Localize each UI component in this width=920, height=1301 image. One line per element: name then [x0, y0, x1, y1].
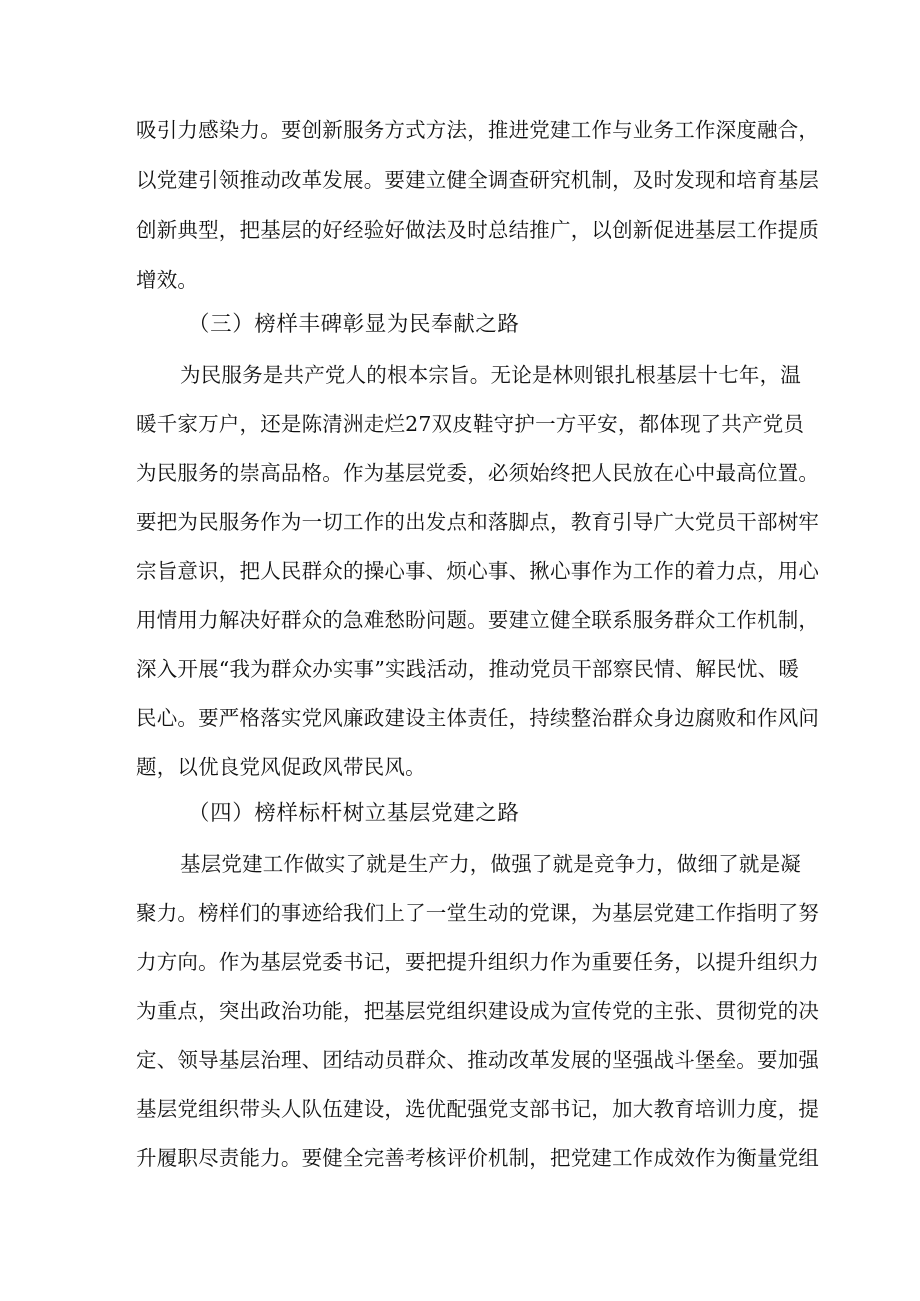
- text-line: 定、领导基层治理、团结动员群众、推动改革发展的坚强战斗堡垒。要加强: [136, 1048, 820, 1072]
- text-line: 题，以优良党风促政风带民风。: [136, 755, 426, 779]
- section-heading-3: （三）榜样丰碑彰显为民奉献之路: [188, 312, 520, 337]
- text-line: 吸引力感染力。要创新服务方式方法，推进党建工作与业务工作深度融合，: [136, 118, 820, 142]
- text-line: 以党建引领推动改革发展。要建立健全调查研究机制，及时发现和培育基层: [136, 168, 820, 192]
- text-line: 为民服务是共产党人的根本宗旨。无论是林则银扎根基层十七年，温: [180, 363, 801, 387]
- text-line: 增效。: [136, 268, 199, 292]
- text-line: 为民服务的崇高品格。作为基层党委，必须始终把人民放在心中最高位置。: [136, 461, 820, 485]
- text-line: 力方向。作为基层党委书记，要把提升组织力作为重要任务，以提升组织力: [136, 950, 820, 974]
- text-line: 聚力。榜样们的事迹给我们上了一堂生动的党课，为基层党建工作指明了努: [136, 901, 820, 925]
- text-line: 暖千家万户，还是陈清洲走烂27双皮鞋守护一方平安，都体现了共产党员: [136, 412, 805, 436]
- text-line: 要把为民服务作为一切工作的出发点和落脚点，教育引导广大党员干部树牢: [136, 510, 820, 534]
- text-line: 创新典型，把基层的好经验好做法及时总结推广，以创新促进基层工作提质: [136, 218, 820, 242]
- text-line: 升履职尽责能力。要健全完善考核评价机制，把党建工作成效作为衡量党组: [136, 1146, 820, 1170]
- section-heading-4: （四）榜样标杆树立基层党建之路: [188, 801, 520, 826]
- text-line: 基层党建工作做实了就是生产力，做强了就是竞争力，做细了就是凝: [180, 852, 801, 876]
- text-line: 为重点，突出政治功能，把基层党组织建设成为宣传党的主张、贯彻党的决: [136, 999, 820, 1023]
- text-line: 民心。要严格落实党风廉政建设主体责任，持续整治群众身边腐败和作风问: [136, 706, 820, 730]
- text-line: 基层党组织带头人队伍建设，选优配强党支部书记，加大教育培训力度，提: [136, 1097, 820, 1121]
- text-line: 深入开展“我为群众办实事”实践活动，推动党员干部察民情、解民忧、暖: [136, 657, 800, 681]
- text-line: 用情用力解决好群众的急难愁盼问题。要建立健全联系服务群众工作机制，: [136, 608, 820, 632]
- text-line: 宗旨意识，把人民群众的操心事、烦心事、揪心事作为工作的着力点，用心: [136, 559, 820, 583]
